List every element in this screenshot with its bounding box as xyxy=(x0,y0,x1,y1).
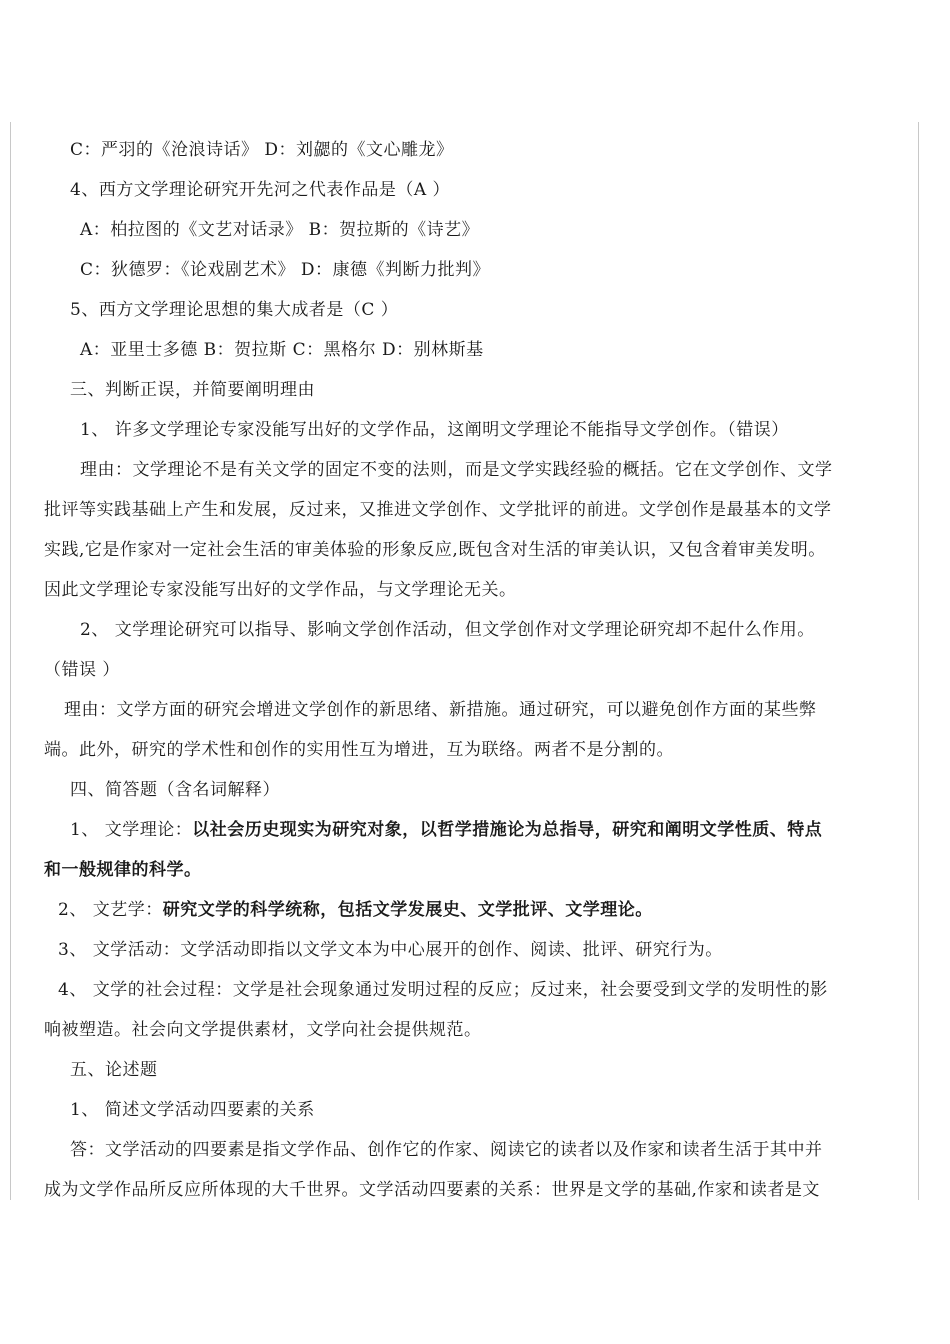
definition-text: 研究文学的科学统称，包括文学发展史、文学批评、文学理论。 xyxy=(162,900,653,920)
section-heading: 五、论述题 xyxy=(70,1060,158,1080)
reason-line: 批评等实践基础上产生和发展，反过来，又推进文学创作、文学批评的前进。文学创作是最基本的文学 xyxy=(44,500,832,520)
definition-line: 响被塑造。社会向文学提供素材，文学向社会提供规范。 xyxy=(44,1020,482,1040)
answer-line: 成为文学作品所反应所体现的大千世界。文学活动四要素的关系：世界是文学的基础,作家和读者是文 xyxy=(44,1180,820,1200)
reason-line: 理由：文学方面的研究会增进文学创作的新思绪、新措施。通过研究，可以避免创作方面的某些弊 xyxy=(64,700,817,720)
definition-term: 2、 文艺学： xyxy=(58,900,163,920)
reason-line: 理由：文学理论不是有关文学的固定不变的法则，而是文学实践经验的概括。它在文学创作、文学 xyxy=(80,460,833,480)
answer-line: 答：文学活动的四要素是指文学作品、创作它的作家、阅读它的读者以及作家和读者生活于其中并 xyxy=(70,1140,823,1160)
reason-line: 端。此外，研究的学术性和创作的实用性互为增进，互为联络。两者不是分割的。 xyxy=(44,740,674,760)
page-border-left xyxy=(10,122,11,1200)
definition-text: 以社会历史现实为研究对象，以哲学措施论为总指导，研究和阐明文学性质、特点 xyxy=(192,820,823,840)
question-line: 4、西方文学理论研究开先河之代表作品是（A ） xyxy=(70,180,450,200)
reason-line: 因此文学理论专家没能写出好的文学作品，与文学理论无关。 xyxy=(44,580,517,600)
definition-line: 4、 文学的社会过程：文学是社会现象通过发明过程的反应；反过来，社会要受到文学的发明性的影 xyxy=(58,980,828,1000)
definition-line: 和一般规律的科学。 xyxy=(44,860,202,880)
section-heading: 四、简答题（含名词解释） xyxy=(70,780,280,800)
definition-line xyxy=(44,890,910,930)
document-body xyxy=(44,130,910,1210)
page-border-right xyxy=(918,122,919,1200)
statement-line: 2、 文学理论研究可以指导、影响文学创作活动，但文学创作对文学理论研究却不起什么作用。 xyxy=(80,620,815,640)
option-line: C：严羽的《沧浪诗话》 D：刘勰的《文心雕龙》 xyxy=(70,140,454,160)
statement-line: （错误 ） xyxy=(44,660,120,680)
option-line: A：柏拉图的《文艺对话录》 B：贺拉斯的《诗艺》 xyxy=(80,220,480,240)
definition-line xyxy=(44,810,910,850)
option-line: C：狄德罗：《论戏剧艺术》 D：康德《判断力批判》 xyxy=(80,260,491,280)
reason-line: 实践,它是作家对一定社会生活的审美体验的形象反应,既包含对生活的审美认识，又包含着审美发明。 xyxy=(44,540,826,560)
definition-line: 3、 文学活动：文学活动即指以文学文本为中心展开的创作、阅读、批评、研究行为。 xyxy=(58,940,723,960)
option-line: A：亚里士多德 B：贺拉斯 C：黑格尔 D：别林斯基 xyxy=(80,340,484,360)
question-line: 5、西方文学理论思想的集大成者是（C ） xyxy=(70,300,399,320)
section-heading: 三、判断正误，并简要阐明理由 xyxy=(70,380,315,400)
question-line: 1、 简述文学活动四要素的关系 xyxy=(70,1100,315,1120)
statement-line: 1、 许多文学理论专家没能写出好的文学作品，这阐明文学理论不能指导文学创作。（错误） xyxy=(80,420,789,440)
definition-term: 1、 文学理论： xyxy=(70,820,193,840)
